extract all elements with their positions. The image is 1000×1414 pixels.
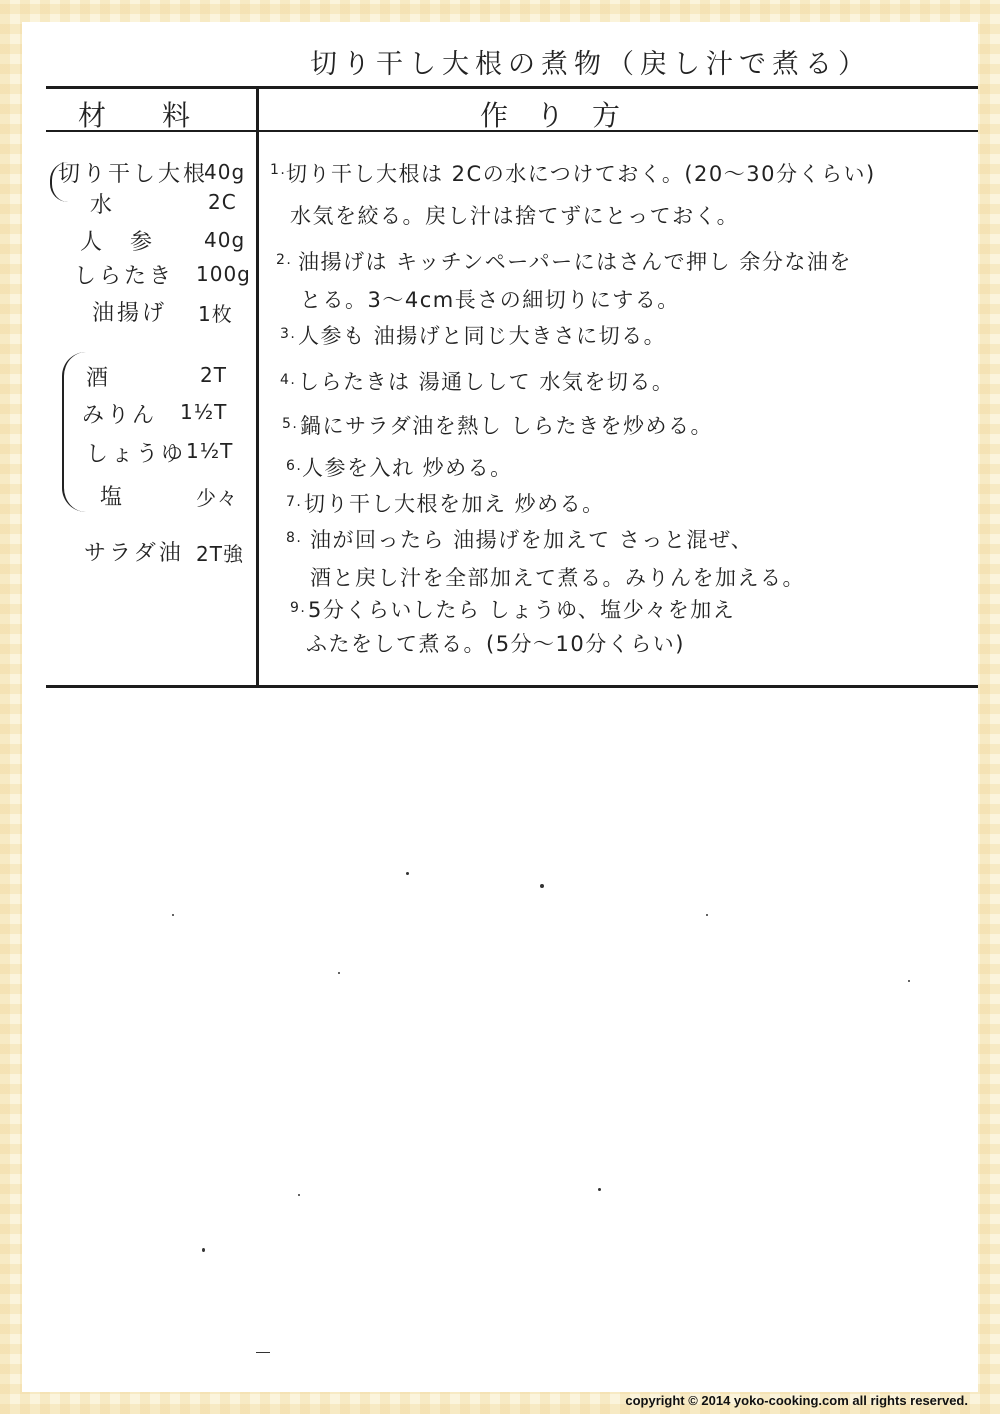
step-number: 4. (280, 372, 297, 388)
recipe-title: 切り干し大根の煮物（戻し汁で煮る） (310, 49, 871, 80)
step-number: 5. (282, 416, 299, 432)
scan-speck (202, 1248, 205, 1252)
step-number: 9. (290, 600, 307, 616)
step-text: 油揚げは キッチンペーパーにはさんで押し 余分な油を (298, 250, 852, 274)
step-number: 2. (276, 252, 293, 268)
table-bottom-line (46, 685, 978, 688)
step-number: 1. (270, 162, 287, 178)
step-text: しらたきは 湯通しして 水気を切る。 (298, 370, 675, 394)
step-number: 6. (286, 458, 303, 474)
scan-speck (706, 914, 708, 916)
scan-speck (406, 872, 409, 875)
step-text: 水気を絞る。戻し汁は捨てずにとっておく。 (290, 204, 740, 228)
ingredient-name: 人 参 (80, 230, 156, 255)
step-text: 鍋にサラダ油を熱し しらたきを炒める。 (300, 414, 713, 438)
title-underline (46, 86, 978, 89)
ingredient-amount: 40g (204, 228, 246, 252)
copyright-notice: copyright © 2014 yoko-cooking.com all rights reserved. (625, 1393, 968, 1408)
ingredient-name: 油揚げ (92, 301, 168, 326)
ingredient-name: 切り干し大根 (58, 162, 209, 187)
ingredient-name: 塩 (100, 485, 126, 510)
ingredient-name: しらたき (74, 264, 175, 289)
ingredients-header: 材 料 (78, 99, 191, 132)
step-text: 切り干し大根を加え 炒める。 (304, 492, 605, 516)
ingredient-amount: 40g (204, 160, 246, 184)
step-text: 油が回ったら 油揚げを加えて さっと混ぜ、 (310, 528, 754, 552)
step-text: 酒と戻し汁を全部加えて煮る。みりんを加える。 (310, 566, 805, 590)
ingredient-amount: 2C (208, 190, 237, 214)
ingredient-name: サラダ油 (84, 541, 184, 566)
ingredient-amount: 1½T (186, 439, 234, 463)
scan-speck (172, 914, 174, 916)
ingredient-amount: 2T (200, 363, 227, 387)
ingredient-amount: 少々 (196, 486, 238, 510)
ingredient-name: 水 (90, 193, 116, 218)
ingredient-amount: 100g (196, 262, 251, 286)
ingredient-amount: 1½T (180, 400, 228, 424)
ingredient-amount: 1枚 (198, 302, 233, 326)
scan-speck (540, 884, 544, 888)
step-text: ふたをして煮る。(5分〜10分くらい) (306, 632, 685, 656)
step-text: 切り干し大根は 2Cの水につけておく。(20〜30分くらい) (286, 162, 876, 186)
step-text: 人参も 油揚げと同じ大きさに切る。 (298, 324, 667, 348)
step-text: とる。3〜4cm長さの細切りにする。 (300, 288, 680, 312)
ingredient-name: 酒 (86, 366, 112, 391)
scan-speck (256, 1352, 270, 1353)
scan-speck (298, 1194, 300, 1196)
step-number: 8. (286, 530, 303, 546)
scan-speck (338, 972, 340, 974)
ingredient-name: みりん (82, 403, 158, 428)
column-divider (256, 88, 259, 688)
scan-speck (908, 980, 910, 982)
scan-speck (598, 1188, 601, 1191)
step-text: 5分くらいしたら しょうゆ、塩少々を加え (308, 598, 736, 622)
group-brace-2 (62, 352, 86, 512)
ingredient-amount: 2T強 (196, 542, 244, 566)
step-number: 3. (280, 326, 297, 342)
method-header: 作 り 方 (480, 99, 621, 132)
ingredient-name: しょうゆ (86, 442, 187, 467)
step-text: 人参を入れ 炒める。 (302, 456, 513, 480)
step-number: 7. (286, 494, 303, 510)
